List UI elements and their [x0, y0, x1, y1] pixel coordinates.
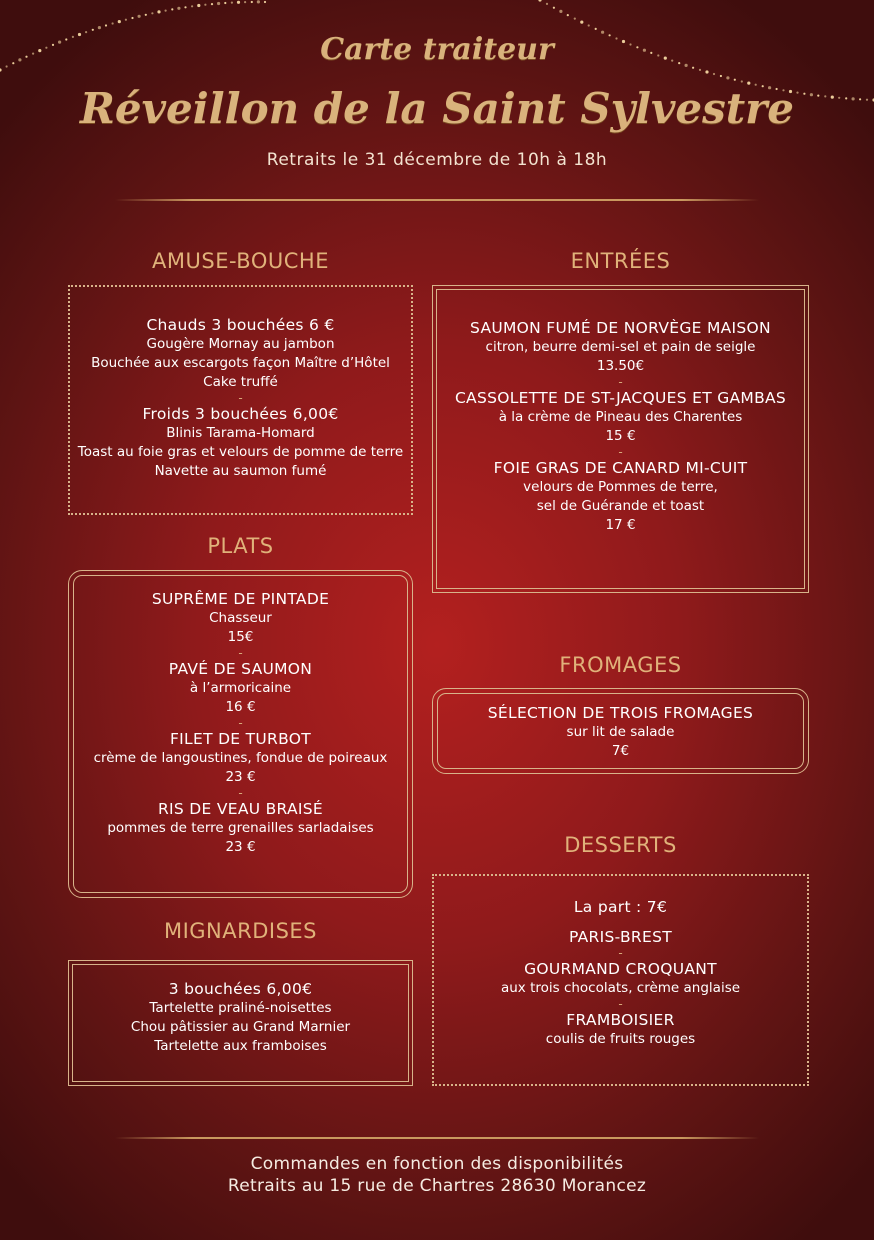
- light-dot: [546, 3, 548, 5]
- light-dot: [567, 14, 569, 16]
- light-dot: [580, 21, 583, 24]
- fromage-price: 7€: [611, 743, 630, 759]
- heading-plats: PLATS: [207, 534, 274, 558]
- light-dot: [726, 76, 729, 79]
- plat-desc: Chasseur: [209, 610, 272, 626]
- light-dot: [251, 1, 253, 3]
- fromage-desc: sur lit de salade: [566, 724, 675, 740]
- light-dot: [588, 24, 590, 26]
- light-dot: [197, 4, 200, 7]
- light-dot: [211, 3, 213, 5]
- separator: -: [618, 375, 623, 389]
- plat-name: PAVÉ DE SAUMON: [168, 660, 313, 678]
- fromage-name: SÉLECTION DE TROIS FROMAGES: [487, 704, 754, 722]
- light-dot: [244, 1, 246, 3]
- plat-name: SUPRÊME DE PINTADE: [151, 590, 330, 608]
- heading-desserts: DESSERTS: [564, 833, 677, 857]
- menu-line: Chou pâtissier au Grand Marnier: [130, 1019, 351, 1035]
- dessert-name: FRAMBOISIER: [566, 1011, 675, 1029]
- heading-fromages: FROMAGES: [559, 653, 682, 677]
- title-small: Carte traiteur: [320, 32, 554, 67]
- light-dot: [699, 69, 701, 71]
- menu-line: Toast au foie gras et velours de pomme de terre: [77, 444, 404, 460]
- entree-desc: citron, beurre demi-sel et pain de seigle: [485, 339, 756, 355]
- plat-desc: à l’armoricaine: [189, 680, 292, 696]
- light-dot: [224, 2, 226, 4]
- light-dot: [118, 20, 121, 23]
- amuse-hot-title: Chauds 3 bouchées 6 €: [146, 316, 335, 334]
- light-dot: [131, 17, 133, 19]
- fromages-box: [432, 688, 809, 774]
- heading-amuse-bouche: AMUSE-BOUCHE: [152, 249, 329, 273]
- light-dot: [237, 1, 240, 4]
- dessert-name: GOURMAND CROQUANT: [524, 960, 717, 978]
- separator: -: [238, 646, 243, 660]
- plat-price: 15€: [227, 629, 254, 645]
- light-dot: [204, 4, 206, 6]
- bottom-divider: [115, 1137, 759, 1139]
- plats-box: [68, 570, 413, 898]
- plat-desc: pommes de terre grenailles sarladaises: [107, 820, 374, 836]
- plat-price: 16 €: [225, 699, 256, 715]
- light-dot: [177, 7, 180, 10]
- light-dot: [574, 18, 576, 20]
- light-dot: [595, 28, 597, 30]
- entree-name: FOIE GRAS DE CANARD MI-CUIT: [493, 459, 748, 477]
- light-dot: [191, 5, 193, 7]
- entrees-box: [432, 285, 809, 593]
- footer-line-1: Commandes en fonction des disponibilités: [250, 1154, 624, 1174]
- light-dot: [151, 12, 153, 14]
- light-dot: [553, 7, 555, 9]
- light-dot: [734, 79, 736, 81]
- light-dot: [257, 0, 260, 3]
- title-large: Réveillon de la Saint Sylvestre: [79, 84, 795, 133]
- heading-mignardises: MIGNARDISES: [163, 919, 318, 943]
- footer-line-2: Retraits au 15 rue de Chartres 28630 Morancez: [227, 1176, 647, 1196]
- light-dot: [184, 6, 186, 8]
- menu-line: Gougère Mornay au jambon: [146, 336, 335, 352]
- plat-name: FILET DE TURBOT: [169, 730, 312, 748]
- entree-price: 13.50€: [596, 358, 645, 374]
- dessert-price-line: La part : 7€: [573, 898, 668, 916]
- heading-entrees: ENTRÉES: [570, 249, 671, 273]
- top-divider: [115, 199, 759, 201]
- mignardises-title: 3 bouchées 6,00€: [168, 980, 313, 998]
- light-dot: [112, 22, 114, 24]
- entree-desc: sel de Guérande et toast: [536, 498, 705, 514]
- plat-desc: crème de langoustines, fondue de poireaux: [93, 750, 388, 766]
- separator: -: [618, 946, 623, 960]
- light-dot: [138, 15, 141, 18]
- menu-line: Bouchée aux escargots façon Maître d’Hôtel: [91, 355, 390, 371]
- entree-name: CASSOLETTE DE ST-JACQUES ET GAMBAS: [454, 389, 787, 407]
- light-dot: [0, 68, 2, 71]
- light-dot: [559, 10, 562, 13]
- light-dot: [741, 80, 743, 82]
- pickup-subtitle: Retraits le 31 décembre de 10h à 18h: [266, 150, 608, 170]
- separator: -: [238, 786, 243, 800]
- light-dot: [171, 8, 173, 10]
- entree-desc: à la crème de Pineau des Charentes: [498, 409, 743, 425]
- light-dot: [92, 29, 94, 31]
- menu-line: Tartelette aux framboises: [154, 1038, 327, 1054]
- light-dot: [264, 1, 266, 3]
- menu-line: Tartelette praliné-noisettes: [149, 1000, 332, 1016]
- entree-name: SAUMON FUMÉ DE NORVÈGE MAISON: [470, 319, 771, 337]
- amuse-cold-title: Froids 3 bouchées 6,00€: [142, 405, 339, 423]
- separator: -: [238, 716, 243, 730]
- entree-desc: velours de Pommes de terre,: [523, 479, 718, 495]
- desserts-box: [432, 874, 809, 1086]
- dessert-name: PARIS-BREST: [569, 928, 672, 946]
- dessert-desc: aux trois chocolats, crème anglaise: [500, 980, 741, 996]
- light-dot: [538, 0, 541, 2]
- footer: [0, 1153, 874, 1197]
- light-dot: [165, 10, 167, 12]
- separator: -: [618, 997, 623, 1011]
- light-dot: [217, 2, 220, 5]
- light-dot: [145, 14, 147, 16]
- plat-price: 23 €: [225, 839, 256, 855]
- separator: -: [618, 445, 623, 459]
- light-dot: [125, 19, 127, 21]
- light-dot: [720, 75, 722, 77]
- entree-price: 15 €: [605, 428, 636, 444]
- light-dot: [157, 10, 160, 13]
- separator: -: [238, 391, 243, 405]
- menu-line: Blinis Tarama-Homard: [166, 425, 315, 441]
- dessert-desc: coulis de fruits rouges: [545, 1031, 696, 1047]
- plat-price: 23 €: [225, 769, 256, 785]
- light-dot: [705, 70, 708, 73]
- light-dot: [713, 73, 715, 75]
- plat-name: RIS DE VEAU BRAISÉ: [157, 800, 324, 818]
- entree-price: 17 €: [605, 517, 636, 533]
- menu-line: Navette au saumon fumé: [154, 463, 327, 479]
- light-dot: [231, 1, 233, 3]
- light-dot: [105, 24, 107, 26]
- light-dot: [98, 26, 101, 29]
- menu-line: Cake truffé: [203, 374, 278, 390]
- mignardises-box: [68, 960, 413, 1086]
- amuse-bouche-box: [68, 285, 413, 515]
